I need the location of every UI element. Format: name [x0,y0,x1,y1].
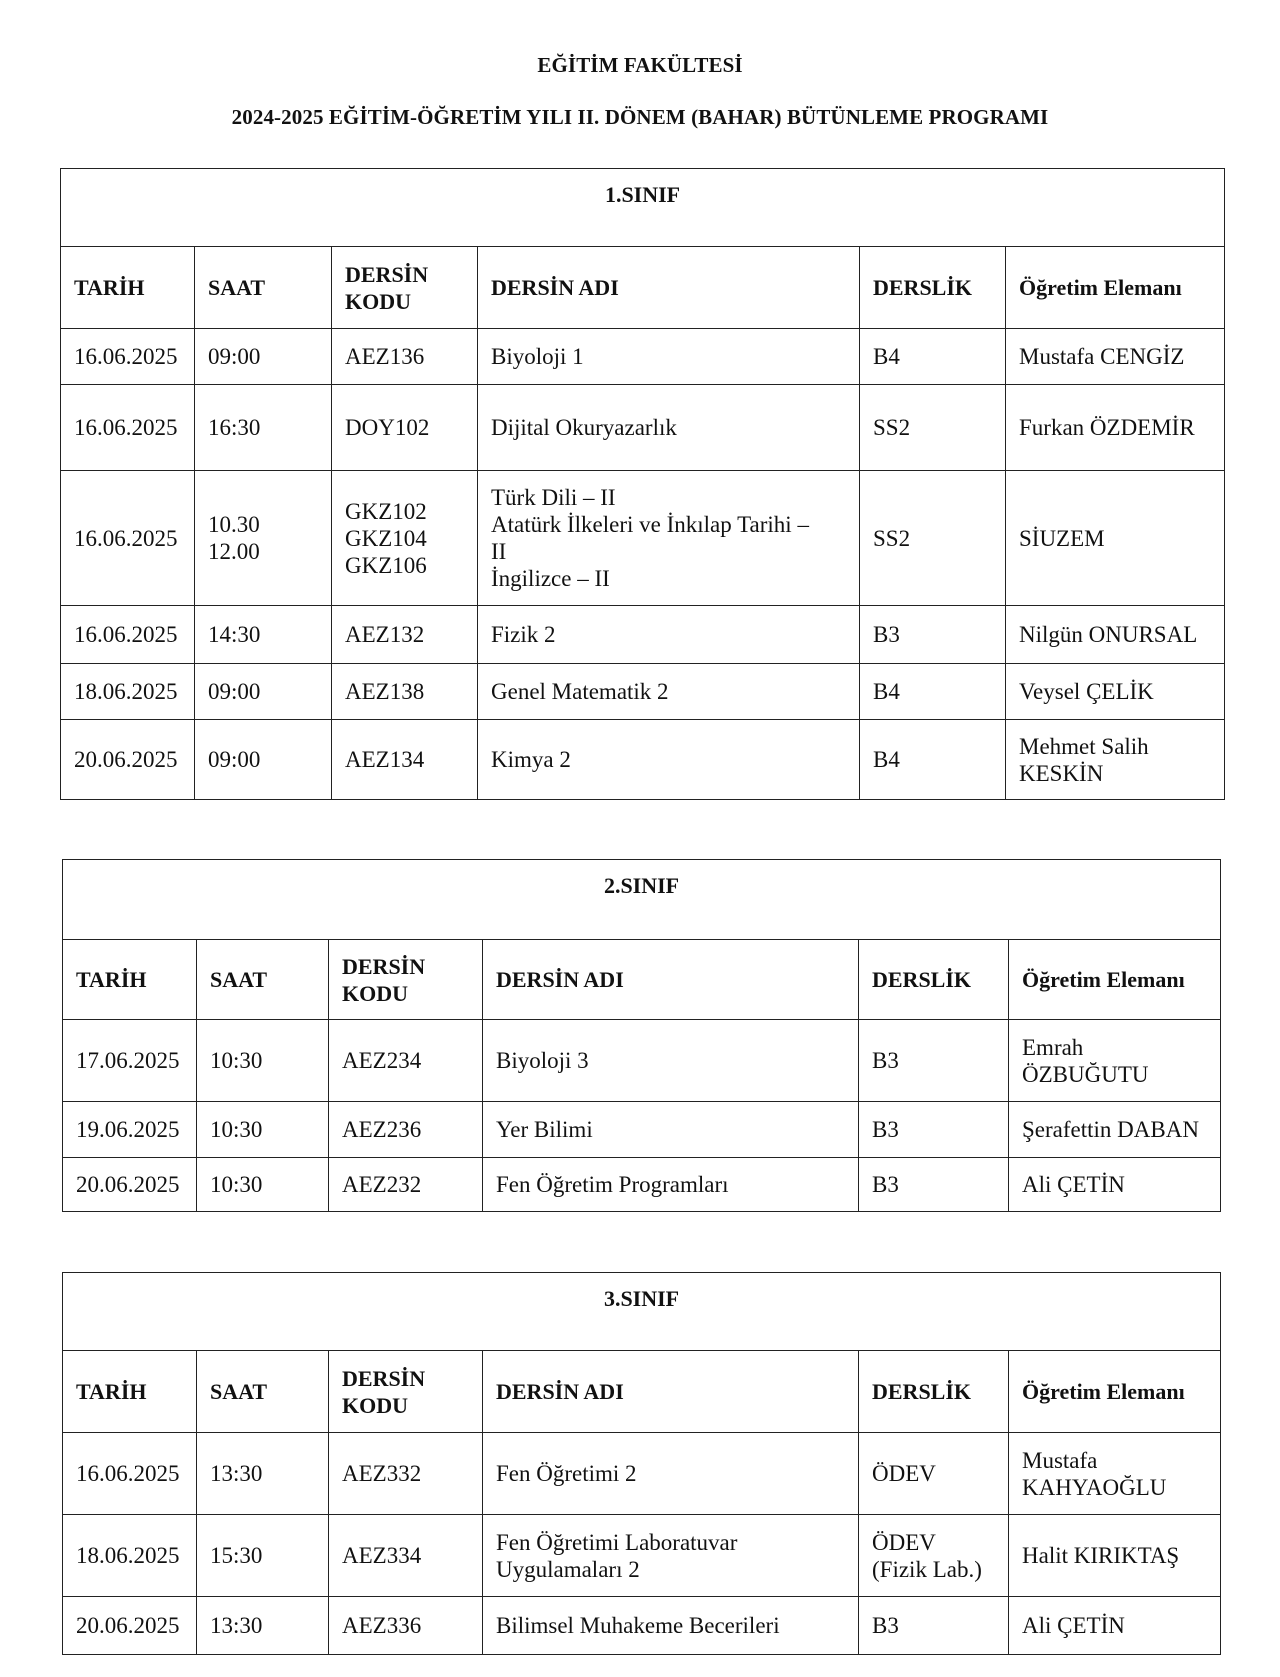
column-header-code: DERSİN KODU [332,247,478,329]
cell-instructor: Mehmet Salih KESKİN [1006,720,1225,800]
cell-date: 16.06.2025 [61,606,195,664]
cell-instructor: SİUZEM [1006,471,1225,606]
cell-room: SS2 [860,385,1006,471]
schedule-table-class-1 [60,168,1225,800]
cell-code: GKZ102 GKZ104 GKZ106 [332,471,478,606]
cell-room: B4 [860,664,1006,720]
cell-instructor: Mustafa CENGİZ [1006,329,1225,385]
cell-course: Kimya 2 [478,720,860,800]
cell-instructor: Veysel ÇELİK [1006,664,1225,720]
schedule-table-class-2 [62,859,1221,1212]
cell-room: B3 [860,606,1006,664]
cell-course: Genel Matematik 2 [478,664,860,720]
table-row [63,1020,1221,1102]
cell-code: AEZ332 [329,1433,483,1515]
column-header-instructor: Öğretim Elemanı [1009,940,1221,1020]
cell-time: 09:00 [195,329,332,385]
cell-time: 13:30 [197,1597,329,1655]
cell-room: ÖDEV [859,1433,1009,1515]
cell-instructor: Ali ÇETİN [1009,1158,1221,1212]
cell-instructor: Furkan ÖZDEMİR [1006,385,1225,471]
column-header-code: DERSİN KODU [329,1351,483,1433]
program-title: 2024-2025 EĞİTİM-ÖĞRETİM YILI II. DÖNEM (BAHAR) BÜTÜNLEME PROGRAMI [231,105,1049,129]
cell-code: AEZ232 [329,1158,483,1212]
cell-time: 16:30 [195,385,332,471]
cell-course: Fen Öğretimi Laboratuvar Uygulamaları 2 [483,1515,859,1597]
cell-room: ÖDEV (Fizik Lab.) [859,1515,1009,1597]
section-title: 3.SINIF [63,1273,1221,1351]
cell-course: Dijital Okuryazarlık [478,385,860,471]
cell-instructor: Emrah ÖZBUĞUTU [1009,1020,1221,1102]
column-header-room: DERSLİK [860,247,1006,329]
cell-date: 16.06.2025 [61,471,195,606]
cell-room: SS2 [860,471,1006,606]
cell-time: 10:30 [197,1020,329,1102]
cell-instructor: Şerafettin DABAN [1009,1102,1221,1158]
table-row [63,1597,1221,1655]
column-header-course: DERSİN ADI [483,1351,859,1433]
column-header-row [63,1351,1221,1433]
section-title: 1.SINIF [61,169,1225,247]
column-header-date: TARİH [63,940,197,1020]
cell-date: 16.06.2025 [63,1433,197,1515]
cell-code: AEZ234 [329,1020,483,1102]
cell-time: 15:30 [197,1515,329,1597]
table-row [61,606,1225,664]
cell-room: B3 [859,1020,1009,1102]
cell-course: Yer Bilimi [483,1102,859,1158]
column-header-instructor: Öğretim Elemanı [1009,1351,1221,1433]
column-header-time: SAAT [195,247,332,329]
column-header-date: TARİH [61,247,195,329]
cell-date: 20.06.2025 [61,720,195,800]
cell-room: B3 [859,1158,1009,1212]
cell-time: 09:00 [195,720,332,800]
table-row [61,329,1225,385]
cell-date: 17.06.2025 [63,1020,197,1102]
cell-time: 10:30 [197,1158,329,1212]
cell-time: 13:30 [197,1433,329,1515]
column-header-time: SAAT [197,1351,329,1433]
cell-room: B4 [860,720,1006,800]
cell-code: AEZ236 [329,1102,483,1158]
schedule-table-class-3 [62,1272,1221,1655]
cell-time: 10:30 [197,1102,329,1158]
cell-date: 20.06.2025 [63,1597,197,1655]
cell-code: AEZ138 [332,664,478,720]
cell-date: 18.06.2025 [61,664,195,720]
table-row [63,1515,1221,1597]
column-header-row [63,940,1221,1020]
cell-date: 19.06.2025 [63,1102,197,1158]
cell-course: Biyoloji 3 [483,1020,859,1102]
cell-course: Bilimsel Muhakeme Becerileri [483,1597,859,1655]
column-header-room: DERSLİK [859,1351,1009,1433]
cell-room: B4 [860,329,1006,385]
column-header-date: TARİH [63,1351,197,1433]
table-row [63,1102,1221,1158]
cell-instructor: Nilgün ONURSAL [1006,606,1225,664]
table-row [63,1433,1221,1515]
cell-course: Türk Dili – II Atatürk İlkeleri ve İnkılap Tarihi – II İngilizce – II [478,471,860,606]
cell-instructor: Halit KIRIKTAŞ [1009,1515,1221,1597]
cell-room: B3 [859,1597,1009,1655]
cell-date: 20.06.2025 [63,1158,197,1212]
cell-code: AEZ336 [329,1597,483,1655]
cell-code: AEZ334 [329,1515,483,1597]
cell-instructor: Ali ÇETİN [1009,1597,1221,1655]
cell-course: Biyoloji 1 [478,329,860,385]
faculty-title: EĞİTİM FAKÜLTESİ [537,53,743,77]
cell-instructor: Mustafa KAHYAOĞLU [1009,1433,1221,1515]
column-header-instructor: Öğretim Elemanı [1006,247,1225,329]
cell-code: AEZ132 [332,606,478,664]
column-header-course: DERSİN ADI [483,940,859,1020]
cell-course: Fen Öğretimi 2 [483,1433,859,1515]
cell-time: 09:00 [195,664,332,720]
cell-code: AEZ134 [332,720,478,800]
cell-date: 16.06.2025 [61,385,195,471]
column-header-course: DERSİN ADI [478,247,860,329]
column-header-time: SAAT [197,940,329,1020]
column-header-row [61,247,1225,329]
table-row [61,720,1225,800]
cell-code: AEZ136 [332,329,478,385]
column-header-room: DERSLİK [859,940,1009,1020]
cell-code: DOY102 [332,385,478,471]
table-row [61,664,1225,720]
table-row [63,1158,1221,1212]
cell-time: 10.30 12.00 [195,471,332,606]
cell-course: Fen Öğretim Programları [483,1158,859,1212]
table-row [61,471,1225,606]
table-row [61,385,1225,471]
cell-date: 16.06.2025 [61,329,195,385]
cell-time: 14:30 [195,606,332,664]
section-title: 2.SINIF [63,860,1221,940]
cell-room: B3 [859,1102,1009,1158]
cell-date: 18.06.2025 [63,1515,197,1597]
column-header-code: DERSİN KODU [329,940,483,1020]
cell-course: Fizik 2 [478,606,860,664]
